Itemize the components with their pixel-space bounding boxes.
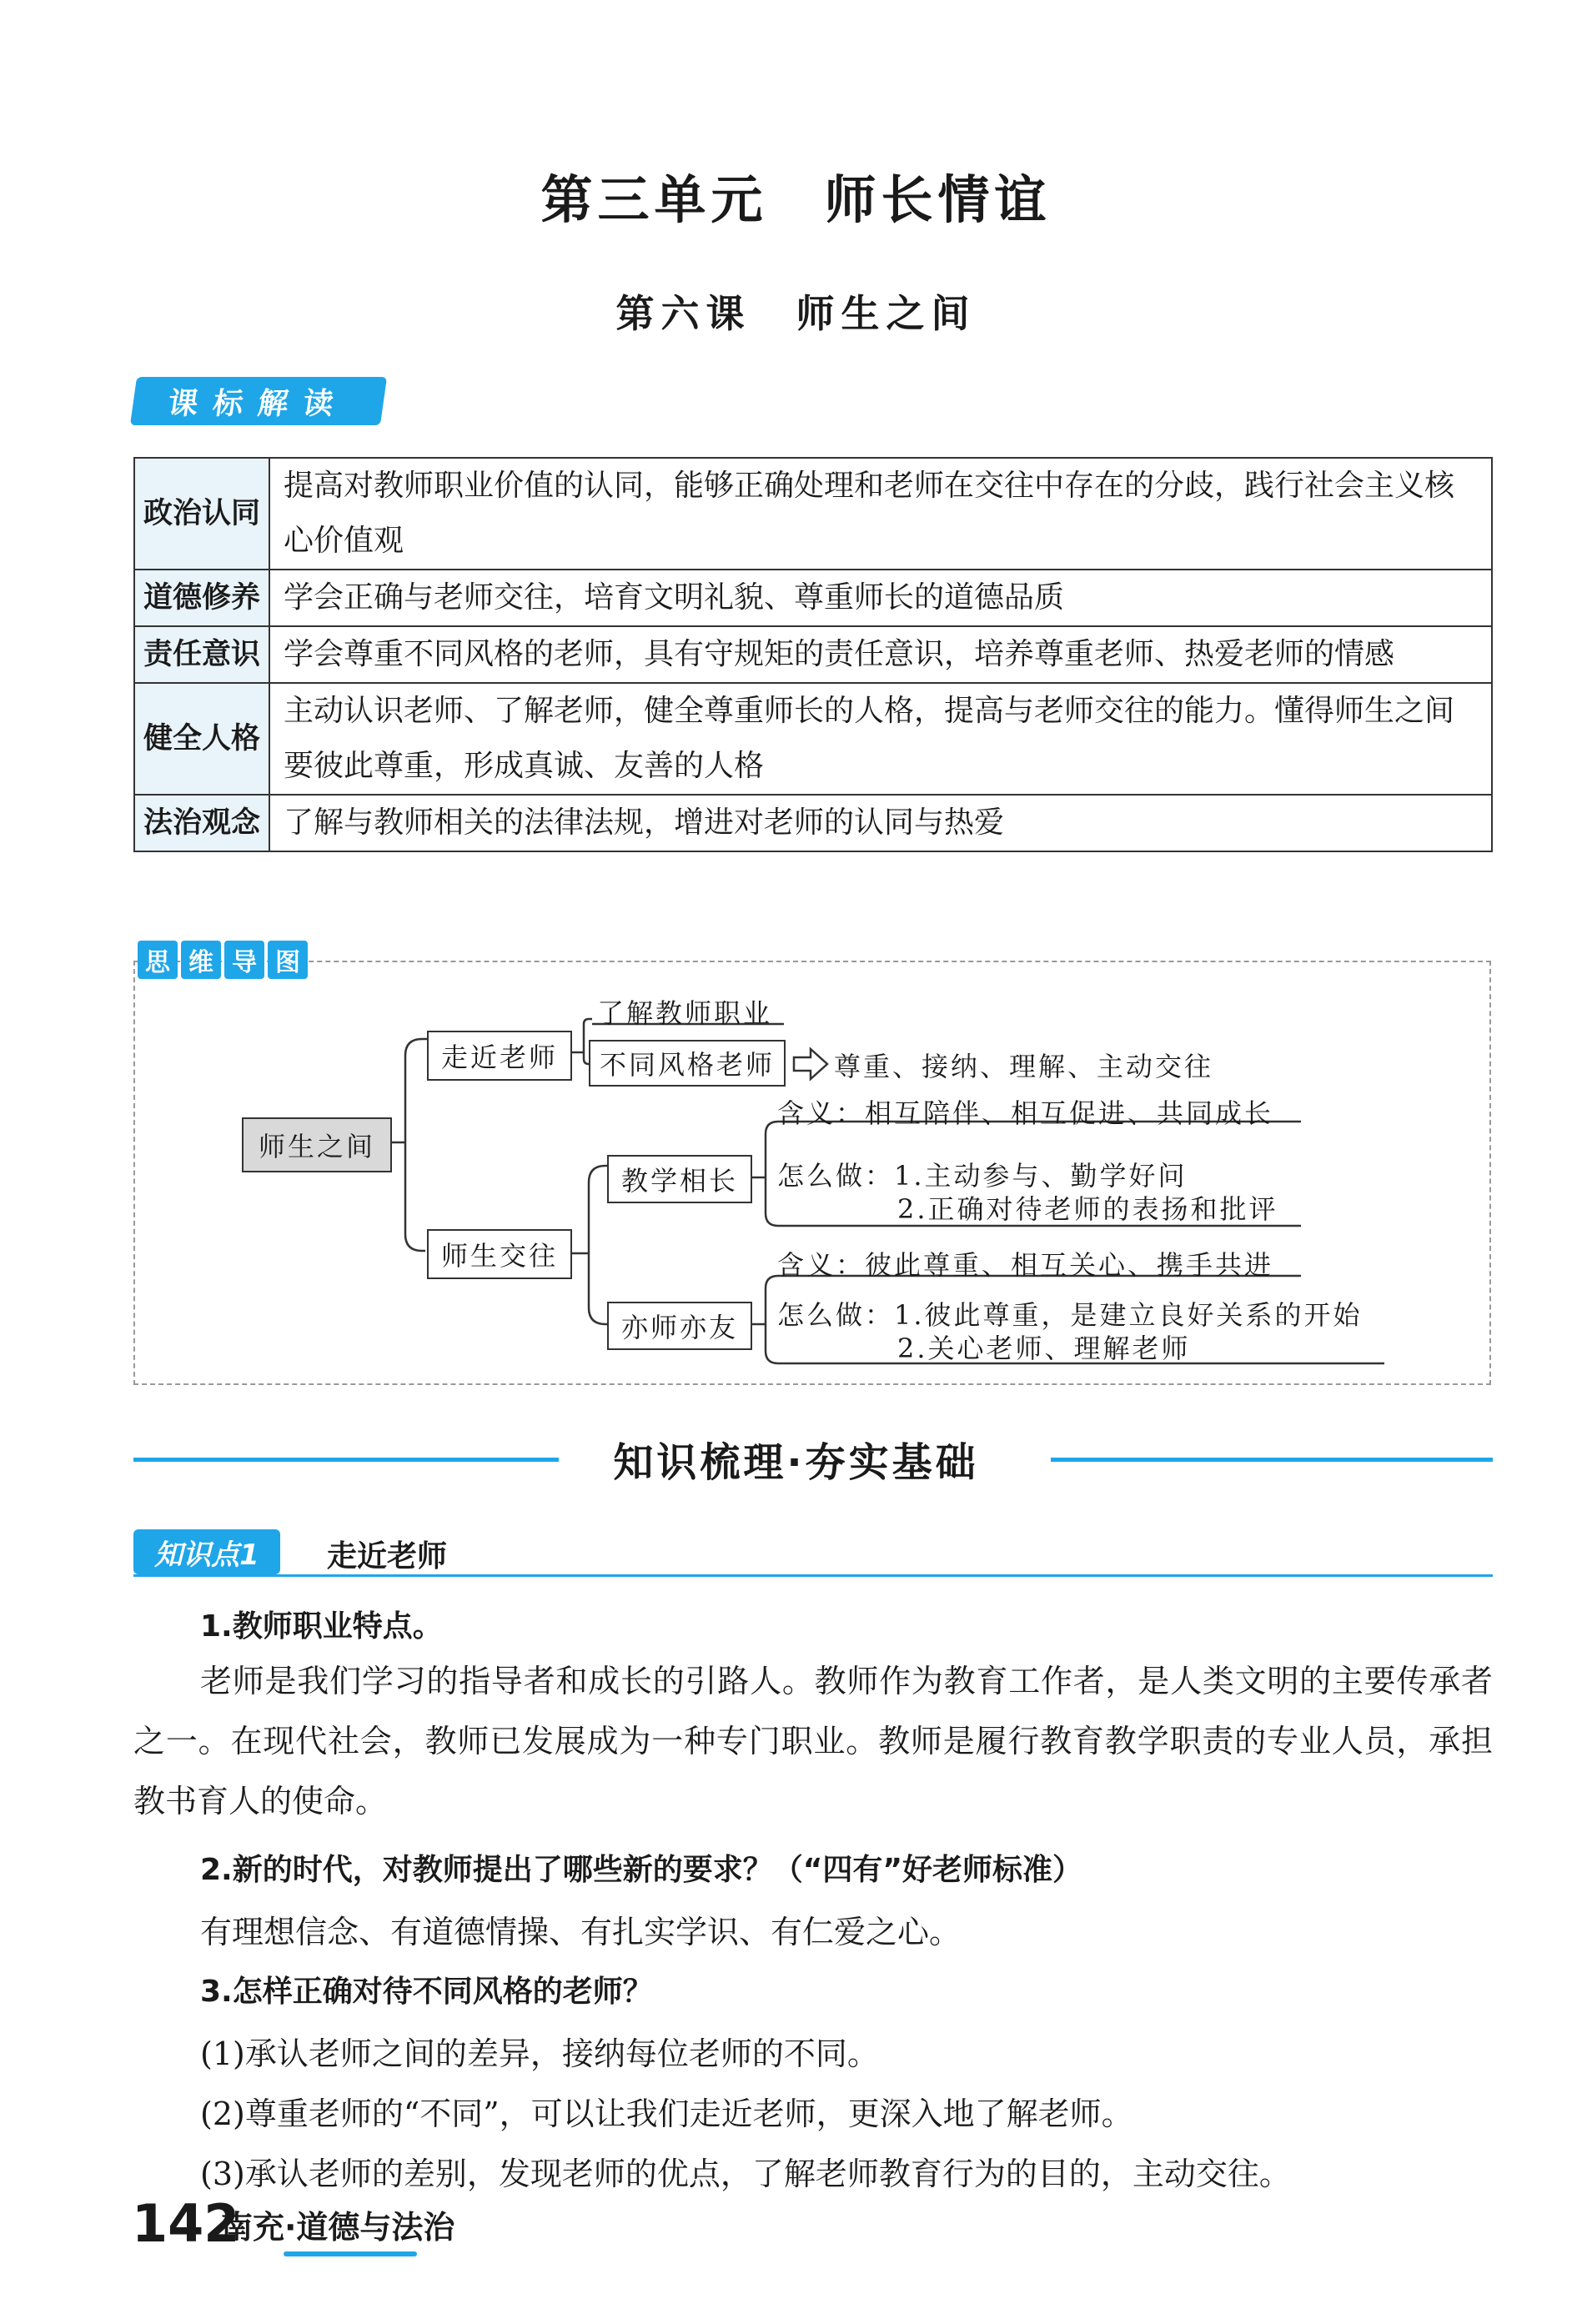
paragraph: 老师是我们学习的指导者和成长的引路人。教师作为教育工作者，是人类文明的主要传承者之一。在现代社会，教师已发展成为一种专门职业。教师是履行教育教学职责的专业人员，承担教书育人的使命。	[133, 1663, 1493, 1820]
standards-tag: 课标解读	[130, 377, 387, 425]
footer-accent	[284, 2251, 417, 2256]
mindmap-b1-leaf2-result: 尊重、接纳、理解、主动交往	[834, 1051, 1214, 1082]
mindmap-b1-leaf2: 不同风格老师	[589, 1040, 786, 1087]
mindmap-b2-sub1-meaning: 含义：相互陪伴、相互促进、共同成长	[777, 1097, 1274, 1129]
mindmap-tag-char: 维	[181, 941, 221, 979]
mindmap-tag-char: 思	[138, 941, 178, 979]
lesson-title: 第六课 师生之间	[615, 291, 977, 336]
question-heading: 2.新的时代，对教师提出了哪些新的要求？（“四有”好老师标准）	[200, 1853, 1083, 1887]
knowledge-point-title: 走近老师	[327, 1539, 448, 1574]
standard-key: 责任意识	[134, 626, 269, 683]
standard-key: 健全人格	[134, 683, 269, 795]
standard-value: 主动认识老师、了解老师，健全尊重师长的人格，提高与老师交往的能力。懂得师生之间要彼此尊重，形成真诚、友善的人格	[269, 683, 1492, 795]
list-item: (3)承认老师的差别，发现老师的优点，了解老师教育行为的目的，主动交往。	[200, 2156, 1291, 2192]
mindmap-branch2: 师生交往	[427, 1229, 572, 1279]
standard-value: 学会尊重不同风格的老师，具有守规矩的责任意识，培养尊重老师、热爱老师的情感	[269, 626, 1492, 683]
question-heading: 3.怎样正确对待不同风格的老师？	[200, 1975, 653, 2009]
mindmap-b2-sub2: 亦师亦友	[607, 1302, 752, 1350]
question-heading: 1.教师职业特点。	[200, 1609, 443, 1644]
mindmap-tag-char: 导	[224, 941, 264, 979]
standard-value: 提高对教师职业价值的认同，能够正确处理和老师在交往中存在的分歧，践行社会主义核心价值观	[269, 458, 1492, 570]
mindmap-tag-char: 图	[268, 941, 308, 979]
answer-line: 有理想信念、有道德情操、有扎实学识、有仁爱之心。	[200, 1914, 962, 1950]
mindmap-b2-sub1-how1: 怎么做：1.主动参与、勤学好问	[777, 1160, 1188, 1192]
mindmap-branch1: 走近老师	[427, 1031, 572, 1081]
mindmap-b2-sub1-how2: 2.正确对待老师的表扬和批评	[897, 1193, 1278, 1225]
arrow-icon	[794, 1049, 827, 1079]
knowledge-point-rule	[133, 1574, 1493, 1577]
standard-key: 道德修养	[134, 570, 269, 626]
mindmap-b2-sub1: 教学相长	[607, 1155, 752, 1203]
standard-key: 政治认同	[134, 458, 269, 570]
mindmap-root: 师生之间	[242, 1117, 392, 1172]
knowledge-point-tag: 知识点1	[133, 1529, 280, 1574]
mindmap-b2-sub2-how2: 2.关心老师、理解老师	[897, 1333, 1191, 1364]
standard-key: 法治观念	[134, 795, 269, 851]
mindmap-b2-sub2-how1: 怎么做：1.彼此尊重，是建立良好关系的开始	[777, 1299, 1363, 1331]
unit-title: 第三单元 师长情谊	[540, 169, 1052, 230]
standard-value: 了解与教师相关的法律法规，增进对老师的认同与热爱	[269, 795, 1492, 851]
list-item: (1)承认老师之间的差异，接纳每位老师的不同。	[200, 2035, 879, 2072]
mindmap-b1-leaf1: 了解教师职业	[597, 997, 773, 1029]
page-number: 142	[132, 2193, 240, 2254]
mindmap-b2-sub2-meaning: 含义：彼此尊重、相互关心、携手共进	[777, 1249, 1274, 1281]
footer-label: 南充·道德与法治	[221, 2209, 455, 2246]
standard-value: 学会正确与老师交往，培育文明礼貌、尊重师长的道德品质	[269, 570, 1492, 626]
list-item: (2)尊重老师的“不同”，可以让我们走近老师，更深入地了解老师。	[200, 2096, 1133, 2132]
section-title: 知识梳理·夯实基础	[613, 1439, 979, 1486]
